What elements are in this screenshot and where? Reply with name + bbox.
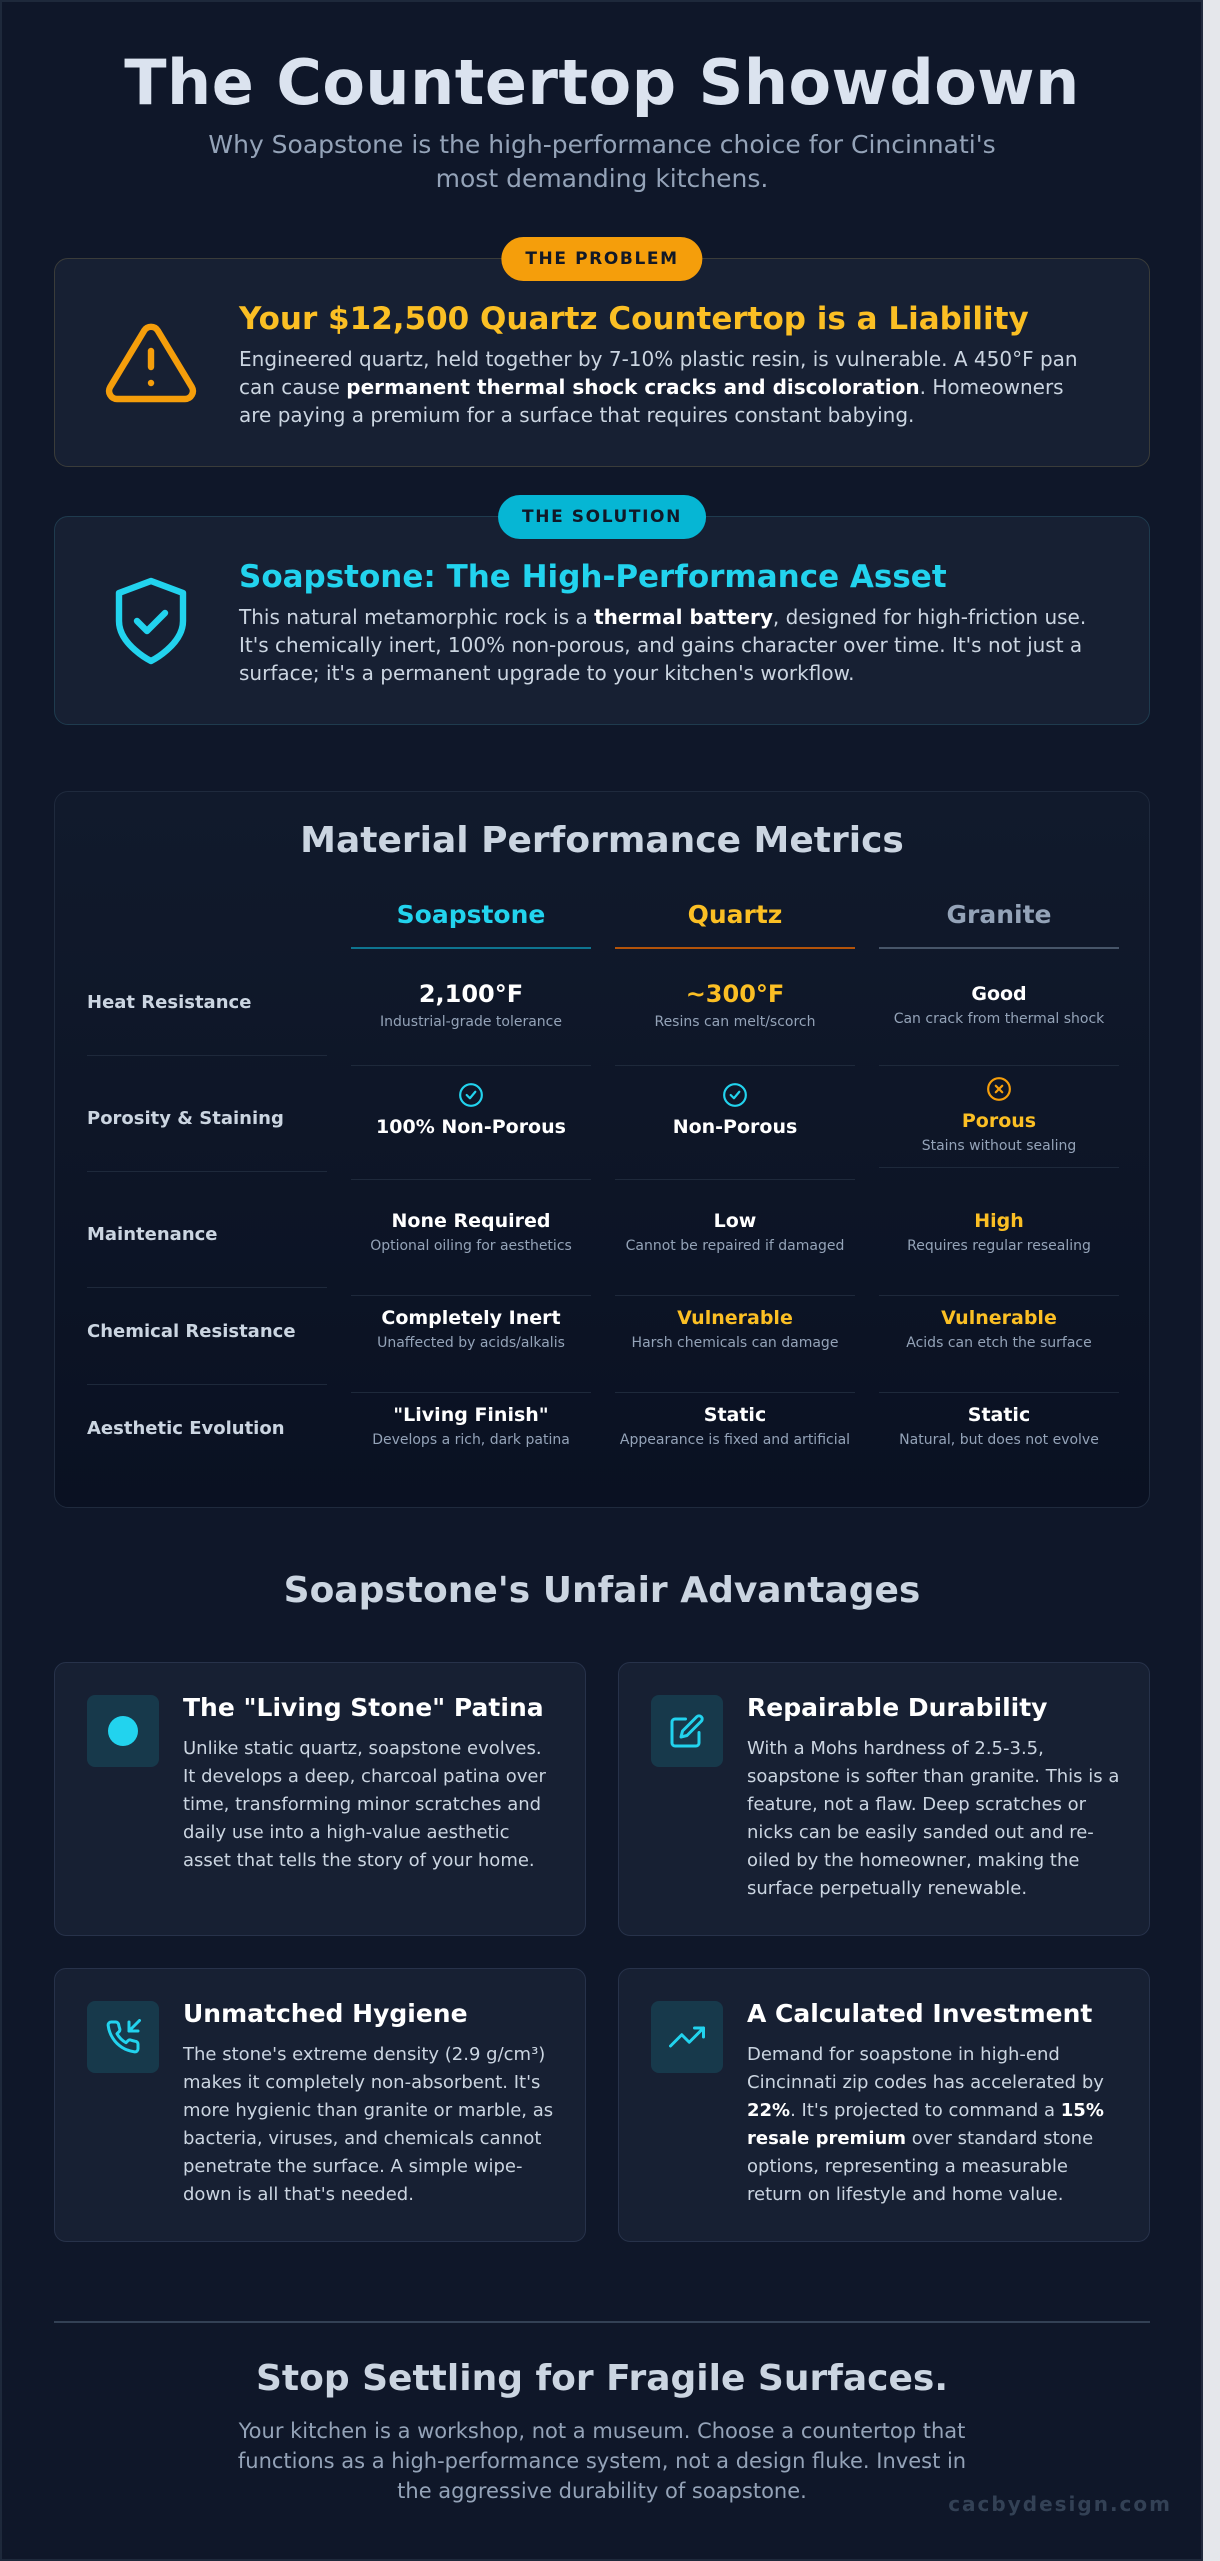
row-label-maintenance: Maintenance [87, 1224, 327, 1288]
advantage-card-patina [54, 1662, 586, 1936]
column-header-soapstone: Soapstone [351, 900, 591, 949]
table-cell [879, 980, 1119, 1066]
problem-pill: THE PROBLEM [501, 237, 702, 281]
cell-note: Can crack from thermal shock [893, 1011, 1105, 1027]
table-cell [615, 1210, 855, 1296]
edit-icon [669, 1713, 705, 1749]
cell-value: Vulnerable [941, 1307, 1057, 1329]
cell-note: Resins can melt/scorch [654, 1014, 816, 1030]
advantage-text: Demand for soapstone in high-end Cincinnati zip codes has accelerated by 22%. It's projected to command a 15% resale premium over standard stone options, representing a measurable return on lifestyle and home value. [747, 2044, 1104, 2205]
row-label-chemical: Chemical Resistance [87, 1321, 327, 1385]
cell-value: Completely Inert [381, 1307, 561, 1329]
cell-value: 2,100°F [418, 980, 524, 1008]
advantage-text: With a Mohs hardness of 2.5-3.5, soapstone is softer than granite. This is a feature, not a flaw. Deep scratches or nicks can be easily sanded out and re-oiled by the homeowner, making the surface perpetually renewable. [747, 1738, 1120, 1899]
problem-title: Your $12,500 Quartz Countertop is a Liability [239, 301, 1029, 337]
cell-note: Natural, but does not evolve [899, 1432, 1099, 1448]
icon-box [651, 1695, 723, 1767]
icon-box [651, 2001, 723, 2073]
table-cell [351, 1307, 591, 1393]
cell-value: Static [967, 1404, 1031, 1426]
cell-value: "Living Finish" [393, 1404, 549, 1426]
advantage-title: A Calculated Investment [747, 1999, 1093, 2028]
check-circle-icon [722, 1082, 748, 1108]
cell-value: 100% Non-Porous [376, 1116, 566, 1138]
row-label-aesthetic: Aesthetic Evolution [87, 1418, 285, 1439]
cell-value: Porous [961, 1110, 1037, 1132]
dot-icon [105, 1713, 141, 1749]
table-cell [351, 1404, 591, 1474]
cell-value: Non-Porous [672, 1116, 798, 1138]
cell-value: High [974, 1210, 1024, 1232]
advantage-title: Repairable Durability [747, 1693, 1048, 1722]
cell-note: Industrial-grade tolerance [380, 1014, 562, 1030]
brand-watermark[interactable]: cacbydesign.com [948, 2492, 1172, 2516]
cell-value: Static [703, 1404, 767, 1426]
icon-box [87, 1695, 159, 1767]
shield-check-icon [103, 573, 199, 669]
cell-note: Appearance is fixed and artificial [619, 1432, 851, 1448]
row-label-porosity: Porosity & Staining [87, 1108, 327, 1172]
page-subtitle: Why Soapstone is the high-performance choice for Cincinnati's most demanding kitchens. [208, 130, 996, 193]
table-cell [879, 1404, 1119, 1474]
cell-note: Unaffected by acids/alkalis [377, 1335, 565, 1351]
cell-value: ~300°F [685, 980, 785, 1008]
section-divider [54, 2321, 1150, 2323]
solution-card [54, 507, 1150, 725]
icon-box [87, 2001, 159, 2073]
trending-up-icon [669, 2019, 705, 2055]
table-cell [351, 1082, 591, 1180]
metrics-title: Material Performance Metrics [300, 820, 904, 861]
cell-value: Good [971, 983, 1027, 1005]
check-circle-icon [458, 1082, 484, 1108]
column-header-quartz: Quartz [615, 900, 855, 949]
problem-card [54, 249, 1150, 467]
advantage-card-investment [618, 1968, 1150, 2242]
window-edge [1203, 0, 1220, 2561]
cell-value: Vulnerable [677, 1307, 793, 1329]
table-cell [879, 1076, 1119, 1168]
advantage-text: The stone's extreme density (2.9 g/cm³) makes it completely non-absorbent. It's more hygienic than granite or marble, as bacteria, viruses, and chemicals cannot penetrate the surface. A simple wipe-down is all that's needed. [183, 2044, 554, 2205]
metrics-table [54, 791, 1150, 1508]
cell-note: Acids can etch the surface [906, 1335, 1092, 1351]
advantage-title: The "Living Stone" Patina [183, 1693, 544, 1722]
table-cell [351, 980, 591, 1066]
solution-text: This natural metamorphic rock is a thermal battery, designed for high-friction use. It's chemically inert, 100% non-porous, and gains character over time. It's not just a surface; it's a permanent upgrade to your kitchen's workflow. [239, 605, 1087, 685]
row-label-heat: Heat Resistance [87, 992, 327, 1056]
table-cell [879, 1210, 1119, 1296]
solution-pill: THE SOLUTION [498, 495, 706, 539]
x-circle-icon [986, 1076, 1012, 1102]
cell-value: None Required [391, 1210, 551, 1232]
cell-note: Harsh chemicals can damage [631, 1335, 839, 1351]
advantage-title: Unmatched Hygiene [183, 1999, 468, 2028]
solution-title: Soapstone: The High-Performance Asset [239, 559, 947, 595]
table-cell [615, 1307, 855, 1393]
table-cell [879, 1307, 1119, 1393]
cell-note: Stains without sealing [921, 1138, 1077, 1154]
table-cell [615, 1082, 855, 1180]
advantage-text: Unlike static quartz, soapstone evolves. It develops a deep, charcoal patina over time, transforming minor scratches and daily use into a high-value aesthetic asset that tells the story of your home. [183, 1738, 546, 1871]
cell-value: Low [713, 1210, 757, 1232]
phone-incoming-icon [105, 2019, 141, 2055]
advantage-card-repairable [618, 1662, 1150, 1936]
cell-note: Optional oiling for aesthetics [370, 1238, 572, 1254]
advantage-card-hygiene [54, 1968, 586, 2242]
page-title: The Countertop Showdown [124, 46, 1080, 119]
table-cell [615, 980, 855, 1066]
column-header-granite: Granite [879, 900, 1119, 949]
problem-text: Engineered quartz, held together by 7-10% plastic resin, is vulnerable. A 450°F pan can cause permanent thermal shock cracks and discoloration. Homeowners are paying a premium for a surface that requires constant babying. [239, 347, 1078, 427]
cta-subtitle: Your kitchen is a workshop, not a museum. Choose a countertop that functions as a high-performance system, not a design fluke. Invest in the aggressive durability of soapstone. [237, 2419, 967, 2503]
cell-note: Requires regular resealing [907, 1238, 1091, 1254]
cell-note: Cannot be repaired if damaged [625, 1238, 845, 1254]
warning-icon [103, 315, 199, 411]
table-cell [351, 1210, 591, 1296]
cell-note: Develops a rich, dark patina [372, 1432, 570, 1448]
table-cell [615, 1404, 855, 1474]
advantages-title: Soapstone's Unfair Advantages [283, 1570, 921, 1611]
cta-title: Stop Settling for Fragile Surfaces. [255, 2358, 949, 2399]
